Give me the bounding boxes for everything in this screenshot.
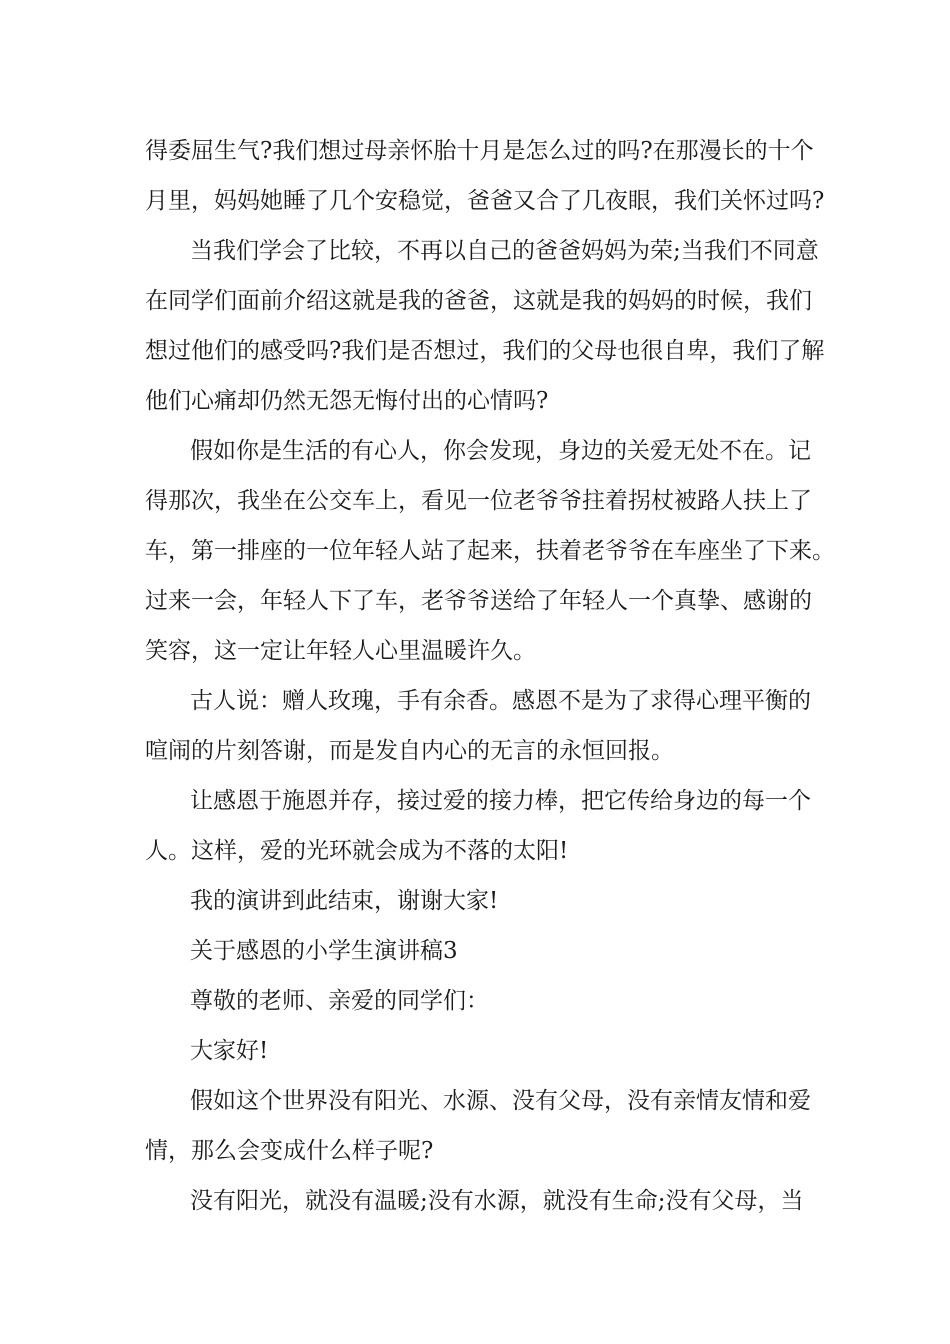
text-line: 月里，妈妈她睡了几个安稳觉，爸爸又合了几夜眼，我们关怀过吗? (145, 188, 825, 214)
text-line: 想过他们的感受吗?我们是否想过，我们的父母也很自卑，我们了解 (145, 338, 825, 364)
text-line: 我的演讲到此结束，谢谢大家! (190, 888, 499, 914)
text-line: 没有阳光，就没有温暖;没有水源，就没有生命;没有父母，当 (190, 1188, 804, 1214)
greeting: 大家好! (190, 1038, 269, 1064)
text-line: 过来一会，年轻人下了车，老爷爷送给了年轻人一个真挚、感谢的 (145, 588, 812, 614)
text-line: 情，那么会变成什么样子呢? (145, 1138, 434, 1164)
text-line: 在同学们面前介绍这就是我的爸爸，这就是我的妈妈的时候，我们 (145, 288, 812, 314)
text-line: 古人说：赠人玫瑰，手有余香。感恩不是为了求得心理平衡的 (190, 688, 811, 714)
text-line: 得那次，我坐在公交车上，看见一位老爷爷拄着拐杖被路人扶上了 (145, 488, 812, 514)
text-line: 假如这个世界没有阳光、水源、没有父母，没有亲情友情和爱 (190, 1088, 811, 1114)
section-heading: 关于感恩的小学生演讲稿3 (190, 938, 458, 964)
text-line: 人。这样，爱的光环就会成为不落的太阳! (145, 838, 569, 864)
text-line: 他们心痛却仍然无怨无悔付出的心情吗? (145, 388, 549, 414)
text-line: 喧闹的片刻答谢，而是发自内心的无言的永恒回报。 (145, 738, 674, 764)
text-line: 得委屈生气?我们想过母亲怀胎十月是怎么过的吗?在那漫长的十个 (145, 138, 814, 164)
text-line: 让感恩于施恩并存，接过爱的接力棒，把它传给身边的每一个 (190, 788, 811, 814)
text-line: 假如你是生活的有心人，你会发现，身边的关爱无处不在。记 (190, 438, 811, 464)
text-line: 车，第一排座的一位年轻人站了起来，扶着老爷爷在车座坐了下来。 (145, 538, 835, 564)
text-line: 笑容，这一定让年轻人心里温暖许久。 (145, 638, 536, 664)
salutation: 尊敬的老师、亲爱的同学们： (190, 988, 489, 1014)
text-line: 当我们学会了比较，不再以自己的爸爸妈妈为荣;当我们不同意 (190, 238, 819, 264)
